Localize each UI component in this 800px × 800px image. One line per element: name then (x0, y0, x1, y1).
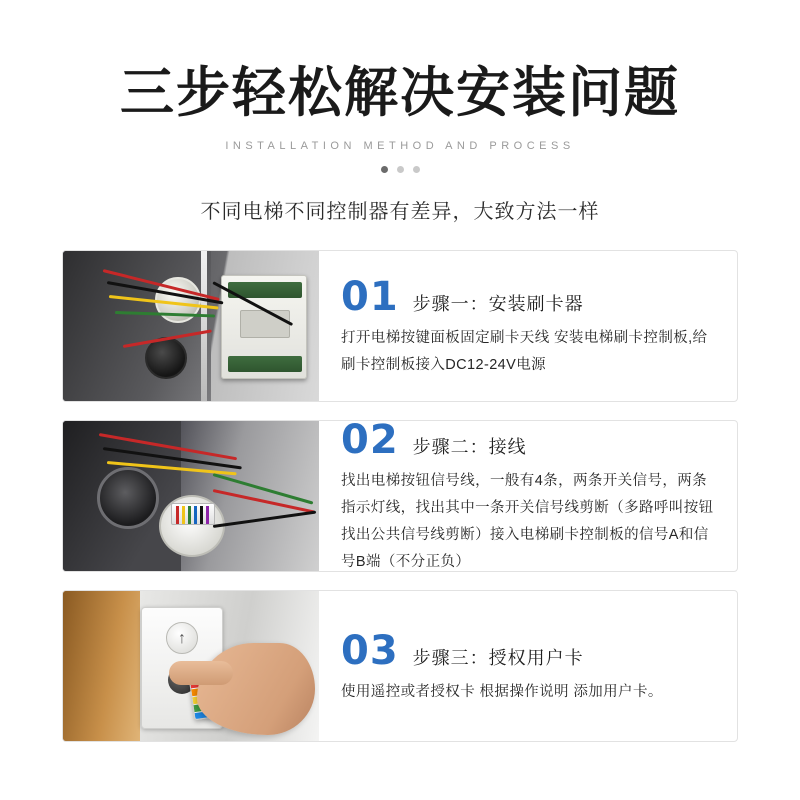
step-1-head (341, 274, 721, 321)
step-2-description: 找出电梯按钮信号线，一般有4条，两条开关信号，两条指示灯线，找出其中一条开关信号线剪断（多路呼叫按钮找出公共信号线剪断）接入电梯刷卡控制板的信号A和信号B端（不分正负） (341, 473, 714, 570)
step-2-number: 02 (341, 420, 399, 464)
step-card-2 (62, 420, 738, 572)
lead-text: 不同电梯不同控制器有差异，大致方法一样 (200, 201, 600, 224)
connector-part (171, 503, 215, 525)
dot-1-icon (381, 166, 388, 173)
panel-hole-part (97, 467, 159, 529)
page-title: 三步轻松解决安装问题 (120, 61, 680, 124)
step-1-number: 01 (341, 274, 399, 321)
step-2-body (319, 421, 737, 571)
dot-indicator (0, 166, 800, 173)
step-3-photo (63, 591, 319, 741)
card-reader-panel-part: ↑ (141, 607, 223, 729)
hand-part (197, 643, 315, 735)
step-card-3 (62, 590, 738, 742)
step-3-description: 使用遥控或者授权卡 根据操作说明 添加用户卡。 (341, 683, 663, 700)
header (0, 0, 800, 224)
step-1-body (319, 251, 737, 401)
step-2-head (341, 420, 721, 464)
step-card-1 (62, 250, 738, 402)
dot-3-icon (413, 166, 420, 173)
step-3-label: 步骤三：授权用户卡 (412, 647, 584, 668)
control-board-part (221, 275, 307, 379)
step-2-photo (63, 421, 319, 571)
page-subtitle-en: INSTALLATION METHOD AND PROCESS (225, 140, 575, 153)
step-3-head (341, 627, 721, 674)
steps-list (0, 250, 800, 742)
step-1-description: 打开电梯按键面板固定刷卡天线 安装电梯刷卡控制板,给刷卡控制板接入DC12-24V电源 (341, 330, 708, 374)
dot-2-icon (397, 166, 404, 173)
step-1-photo (63, 251, 319, 401)
speaker-part (145, 337, 187, 379)
step-2-label: 步骤二：接线 (412, 437, 527, 458)
step-3-body (319, 591, 737, 741)
step-3-number: 03 (341, 627, 399, 674)
step-1-label: 步骤一：安装刷卡器 (412, 294, 584, 315)
